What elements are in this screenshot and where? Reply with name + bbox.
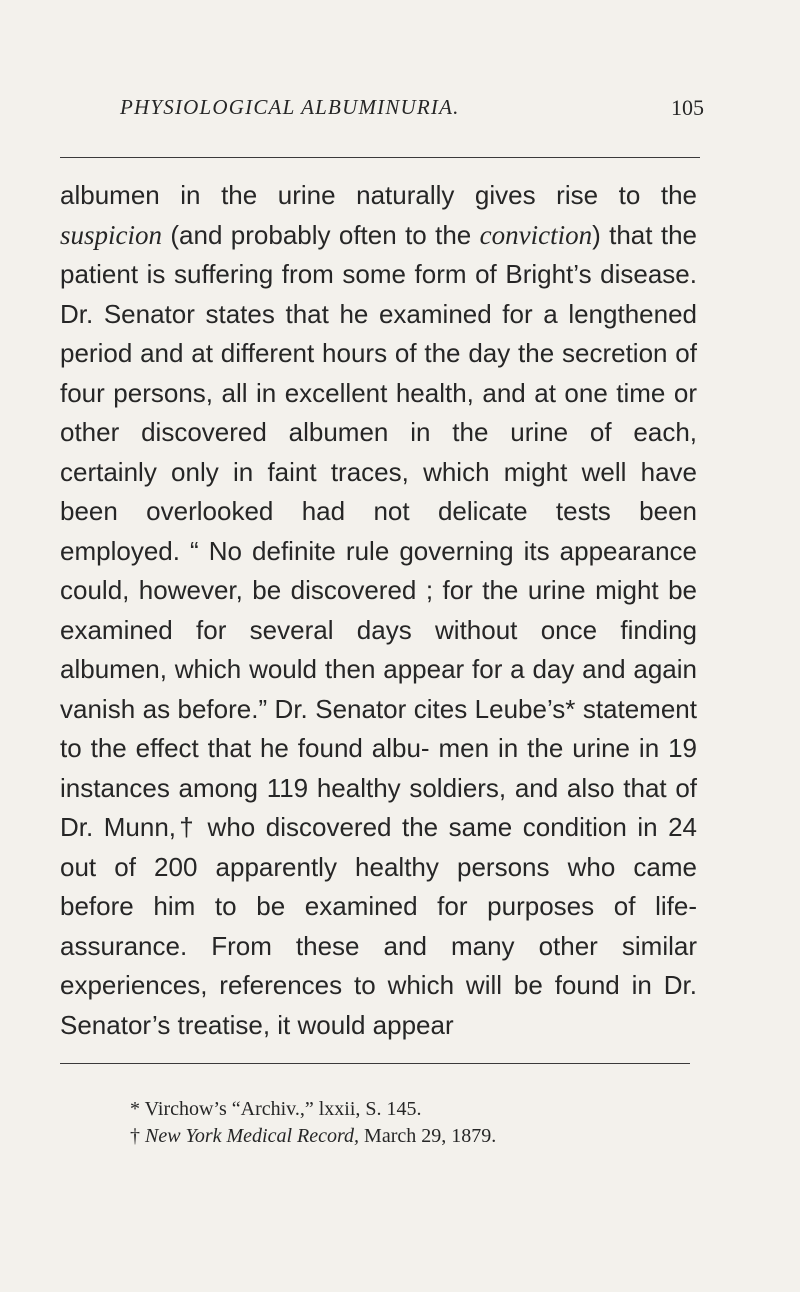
footnote-journal-title: New York Medical Record, [145,1125,360,1147]
text-segment: (and probably often to the [162,219,480,250]
footnote-rule [60,1063,690,1064]
header-rule [60,157,700,158]
paragraph [60,176,697,1045]
footnote-2 [130,1123,710,1150]
footnotes [130,1096,710,1150]
page-header [120,95,704,135]
italic-suspicion: suspicion [60,219,163,250]
text-segment: ) that the patient is suffering from some form of Bright’s disease. Dr. Senator states that he examined for a lengthened period and at different hours of the day the secretion of four persons, all in excellent health, and at one time or other discovered albumen in the urine of each, certainly only in faint traces, which might well have been overlooked had not delicate tests been employed. “ No definite rule governing its appearance could, however, be discovered ; for the urine might be examined for several days without once finding albumen, which would then appear for a day and again vanish as before.” Dr. Senator cites Leube’s* statement to the effect that he found albu- men in the urine in 19 instances among 119 healthy soldiers, and also that of Dr. Munn,† who discovered the same condition in 24 out of 200 apparently healthy persons who came before him to be examined for purposes of life-assurance. From these and many other similar experiences, references to which will be found in Dr. Senator’s treatise, it would appear [60,219,697,1040]
footnote-1: * Virchow’s “Archiv.,” lxxii, S. 145. [130,1098,422,1120]
body-paragraph [60,176,697,1045]
page-number: 105 [671,95,704,120]
footnote-mark: † [130,1125,145,1147]
italic-conviction: conviction [479,219,593,250]
running-title: PHYSIOLOGICAL ALBUMINURIA. [120,95,460,119]
footnote-date: March 29, 1879. [359,1125,497,1147]
text-segment: albumen in the urine naturally gives rise to the [60,180,697,210]
